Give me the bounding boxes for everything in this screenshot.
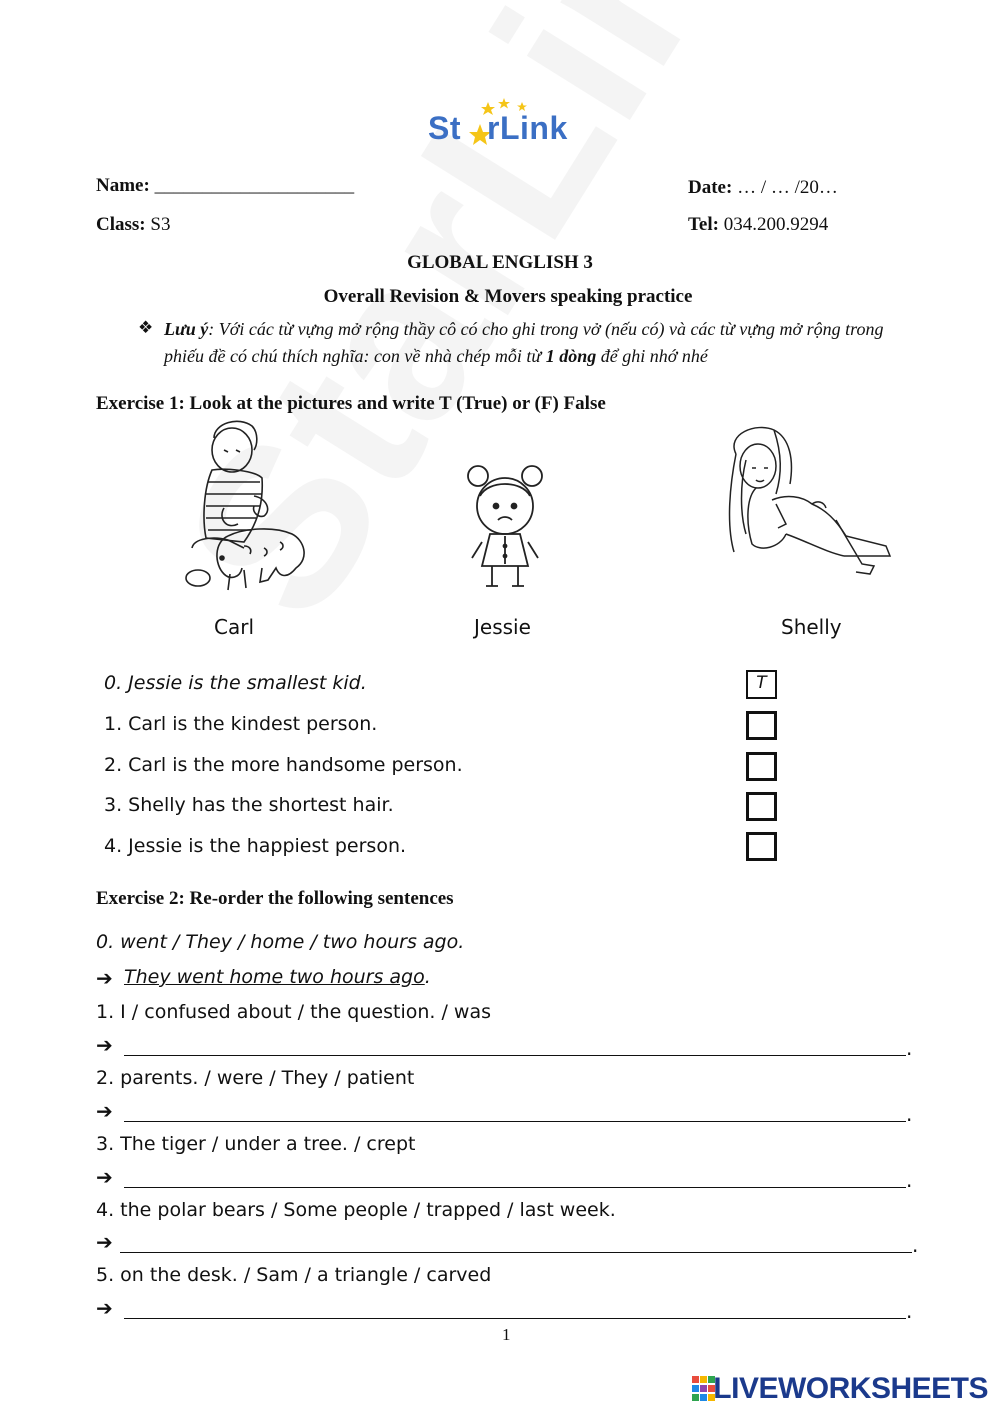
statement-2: 2. Carl is the more handsome person. [104,754,463,776]
answer-dot-3: . [906,1168,913,1192]
example-answer-dot: . [424,966,431,988]
tel-row [688,214,828,236]
question-2: 2. parents. / were / They / patient [96,1067,415,1089]
question-3: 3. The tiger / under a tree. / crept [96,1133,416,1155]
page-subtitle: Overall Revision & Movers speaking practice [323,286,693,307]
logo-text-left: St [428,110,461,146]
diamond-bullet-icon: ❖ [138,318,154,337]
answer-line-1[interactable] [124,1055,906,1056]
answer-dot-2: . [906,1102,913,1126]
jessie-picture [462,462,548,594]
statement-1: 1. Carl is the kindest person. [104,713,378,735]
arrow-icon: ➔ [96,1296,113,1320]
class-label: Class: [96,214,146,235]
note-label: Lưu ý [164,319,209,339]
class-value: S3 [150,214,171,235]
exercise1-title: Exercise 1: Look at the pictures and write T (True) or (F) False [96,393,606,414]
date-row [688,177,838,199]
answer-line-3[interactable] [124,1187,906,1188]
tel-label: Tel: [688,214,719,235]
shelly-picture [716,424,896,588]
arrow-icon: ➔ [96,1099,113,1123]
note-bold: 1 dòng [545,346,597,366]
statement-0: 0. Jessie is the smallest kid. [104,672,367,694]
answer-box-0: T [746,670,777,699]
name-row [96,175,354,197]
carl-picture [184,418,314,596]
answer-box-1[interactable] [746,711,777,740]
arrow-icon: ➔ [96,1033,113,1057]
answer-dot-4: . [912,1233,919,1257]
answer-box-4[interactable] [746,832,777,861]
name-field[interactable]: _____________________ [154,175,355,196]
note-text-1: : Với các từ vựng mở rộng thầy cô có cho ghi trong vở (nếu có) và các từ vựng mở rộng trong phiếu đề có chú thích nghĩa: con về nhà chép mỗi từ [164,319,884,366]
question-5: 5. on the desk. / Sam / a triangle / carved [96,1264,492,1286]
liveworksheets-brand: LIVEWORKSHEETS [713,1372,988,1405]
example-answer-row [124,966,431,988]
question-4: 4. the polar bears / Some people / trapped / last week. [96,1199,616,1221]
date-label: Date: [688,177,733,198]
example-answer: They went home two hours ago [124,966,425,988]
date-field[interactable]: … / … /20… [737,177,838,198]
caption-carl: Carl [214,615,254,639]
arrow-icon: ➔ [96,1165,113,1189]
starlink-logo [426,96,596,148]
question-1: 1. I / confused about / the question. / was [96,1001,491,1023]
answer-line-5[interactable] [124,1318,906,1319]
class-row [96,214,170,236]
caption-jessie: Jessie [474,615,531,639]
note-text-2: để ghi nhớ nhé [596,346,708,366]
arrow-icon: ➔ [96,966,113,990]
vocab-note [164,316,924,370]
tel-value: 034.200.9294 [723,214,829,235]
answer-dot-5: . [906,1299,913,1323]
page-number: 1 [502,1325,511,1344]
name-label: Name: [96,175,150,196]
statement-3: 3. Shelly has the shortest hair. [104,794,394,816]
logo-text-right: rLink [487,110,568,146]
statement-4: 4. Jessie is the happiest person. [104,835,407,857]
exercise2-title: Exercise 2: Re-order the following sentences [96,888,454,909]
caption-shelly: Shelly [781,615,842,639]
answer-box-3[interactable] [746,792,777,821]
answer-box-2[interactable] [746,752,777,781]
answer-line-2[interactable] [124,1121,906,1122]
answer-dot-1: . [906,1036,913,1060]
example-question: 0. went / They / home / two hours ago. [96,931,465,953]
page-title: GLOBAL ENGLISH 3 [407,252,593,273]
answer-line-4[interactable] [120,1252,912,1253]
arrow-icon: ➔ [96,1230,113,1254]
